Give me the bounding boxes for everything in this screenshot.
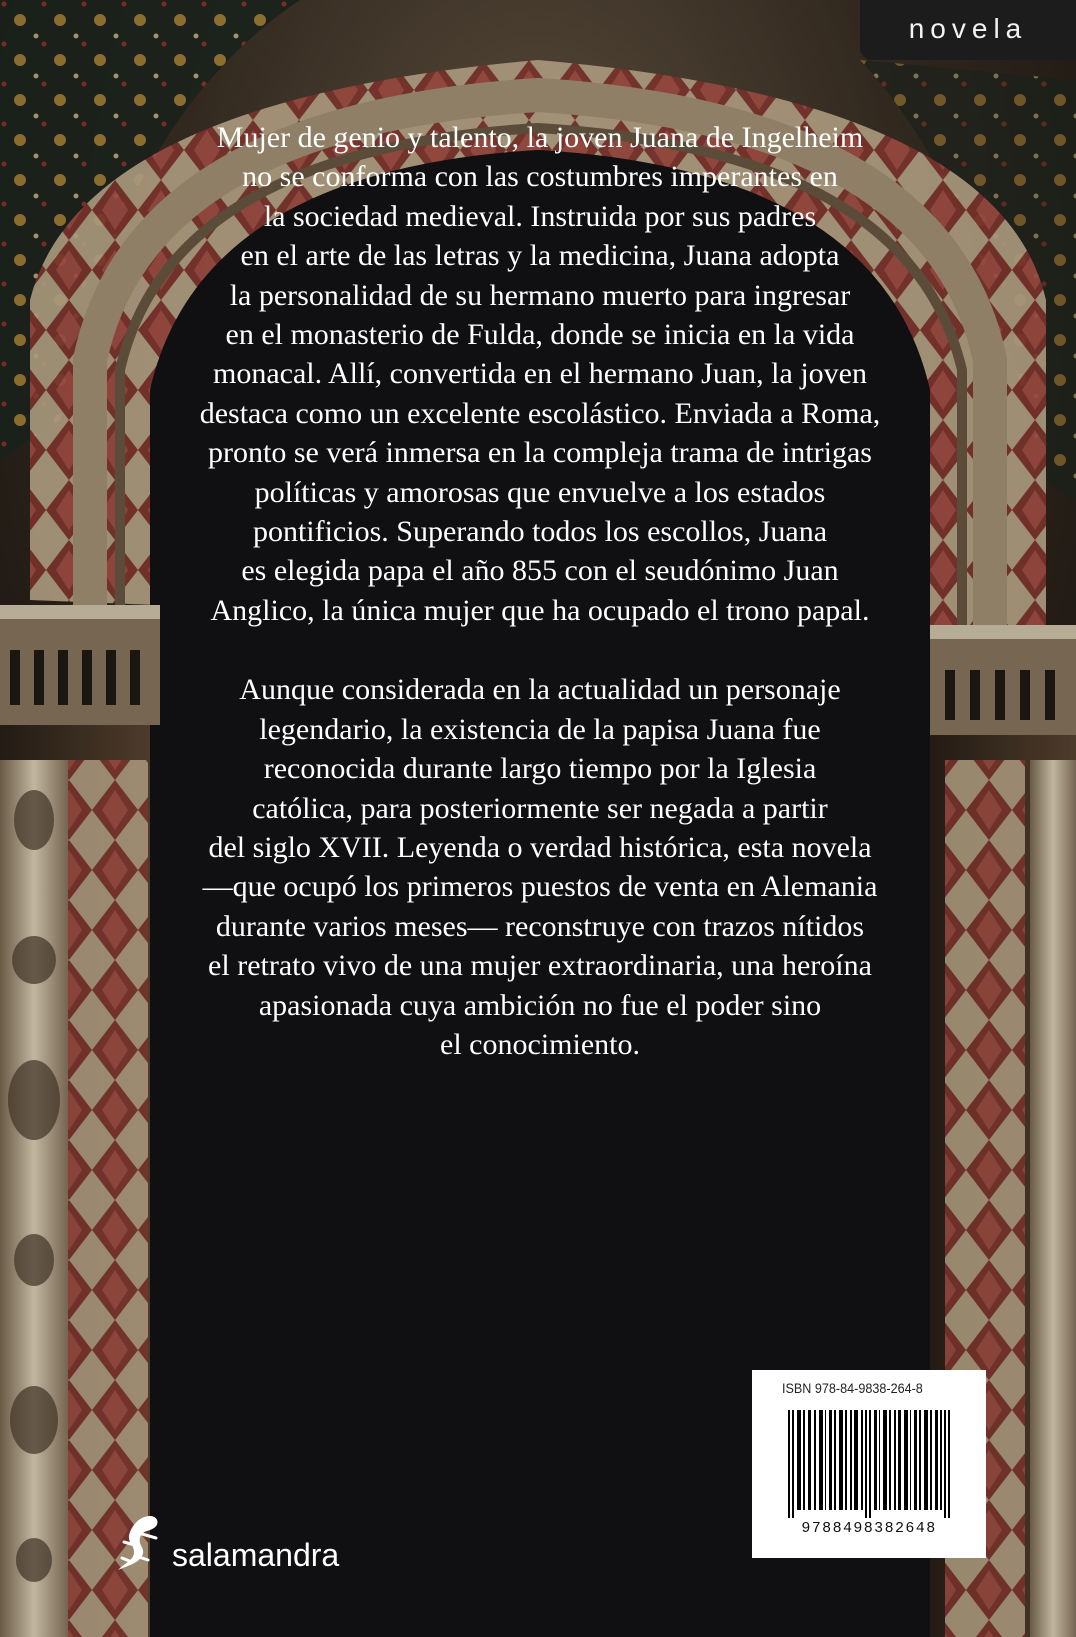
synopsis-line: no se conforma con las costumbres imperantes en [242, 160, 838, 194]
synopsis-line: en el monasterio de Fulda, donde se inicia en la vida [225, 318, 855, 352]
synopsis-line: pontificios. Superando todos los escollos, Juana [252, 515, 828, 549]
synopsis-line: —que ocupó los primeros puestos de venta en Alemania [202, 870, 878, 904]
synopsis-line: católica, para posteriormente ser negada a partir [252, 791, 828, 825]
salamander-icon [112, 1512, 166, 1574]
synopsis-line: Aunque considerada en la actualidad un personaje [239, 673, 841, 707]
barcode [788, 1410, 950, 1518]
publisher-logo [112, 1512, 339, 1574]
synopsis-line: es elegida papa el año 855 con el seudónimo Juan [241, 554, 839, 588]
synopsis-line: apasionada cuya ambición no fue el poder sino [258, 988, 822, 1022]
synopsis-line: reconocida durante largo tiempo por la Iglesia [263, 752, 817, 786]
publisher-name: salamandra [172, 1537, 340, 1573]
synopsis-line: Mujer de genio y talento, la joven Juana de Ingelheim [216, 121, 864, 154]
synopsis-line: durante varios meses— reconstruye con trazos nítidos [215, 909, 865, 943]
genre-label: novela [860, 0, 1076, 60]
barcode-label [752, 1370, 986, 1558]
synopsis-line: en el arte de las letras y la medicina, Juana adopta [240, 239, 840, 273]
synopsis-line: destaca como un excelente escolástico. Enviada a Roma, [199, 396, 881, 430]
barcode-number: 9788498382648 [801, 1520, 937, 1537]
synopsis-line: el conocimiento. [440, 1027, 640, 1061]
synopsis-line: Anglico, la única mujer que ha ocupado el trono papal. [210, 593, 870, 627]
isbn-text: ISBN 978-84-9838-264-8 [782, 1380, 923, 1396]
synopsis [110, 118, 970, 1064]
synopsis-line: el retrato vivo de una mujer extraordinaria, una heroína [208, 949, 872, 983]
synopsis-line: pronto se verá inmersa en la compleja trama de intrigas [208, 436, 872, 470]
synopsis-line: políticas y amorosas que envuelve a los estados [254, 475, 826, 509]
synopsis-line: del siglo XVII. Leyenda o verdad histórica, esta novela [208, 830, 872, 864]
synopsis-line: legendario, la existencia de la papisa Juana fue [259, 712, 821, 746]
synopsis-line: monacal. Allí, convertida en el hermano Juan, la joven [213, 357, 867, 391]
synopsis-paragraph [110, 118, 970, 630]
synopsis-line: la sociedad medieval. Instruida por sus padres [263, 199, 817, 233]
synopsis-paragraph [110, 670, 970, 1064]
synopsis-line: la personalidad de su hermano muerto para ingresar [229, 278, 851, 312]
